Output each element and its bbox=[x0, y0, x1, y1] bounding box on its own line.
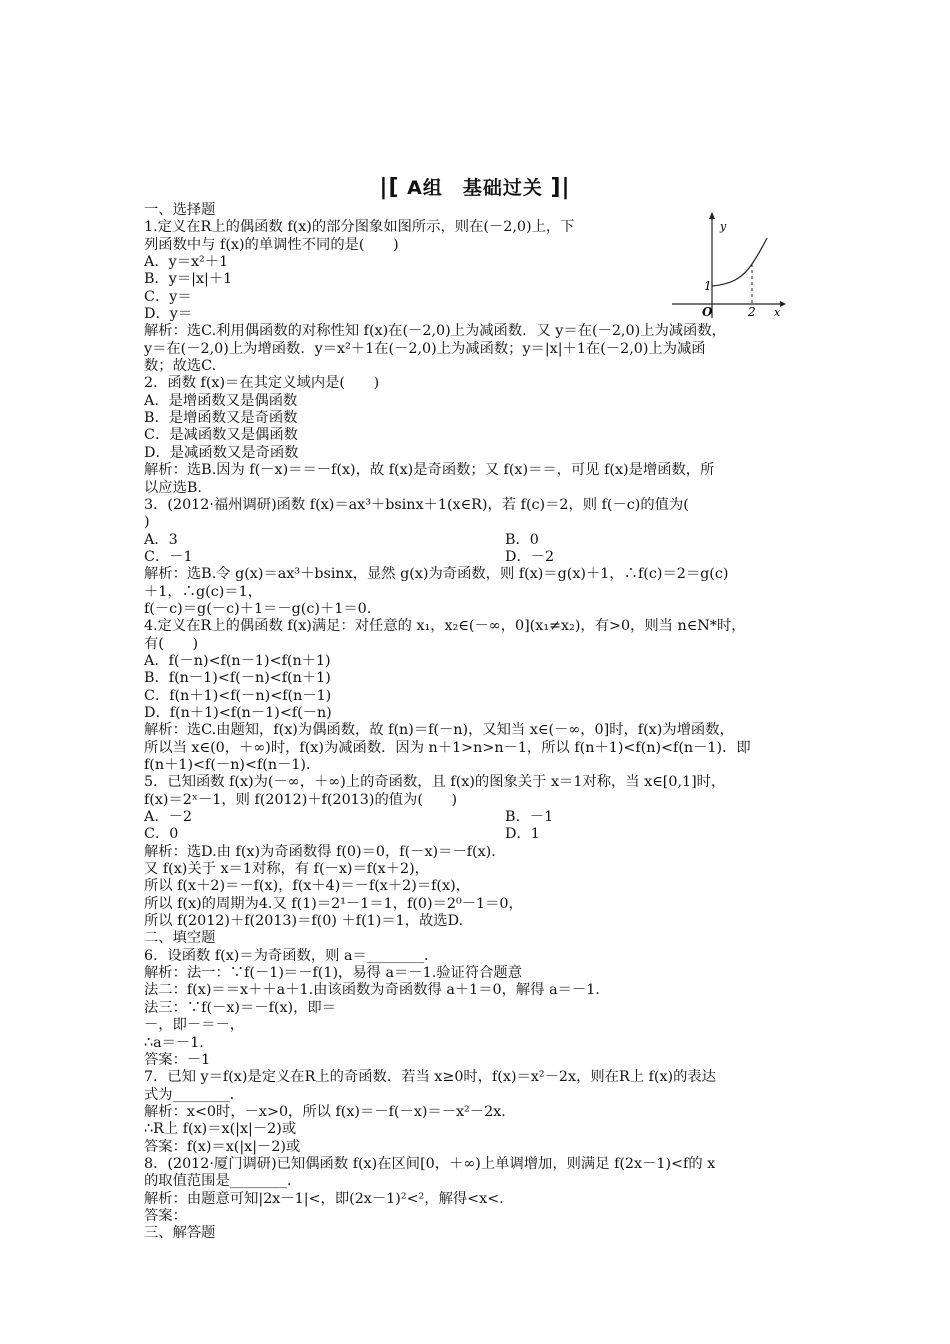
origin-label: O bbox=[702, 305, 713, 319]
text-line: 4.定义在R上的偶函数 f(x)满足：对任意的 x₁，x₂∈(－∞，0](x₁≠x₂)，有>0，则当 n∈N*时， bbox=[144, 618, 746, 635]
text-line: 解析：选B.令 g(x)＝ax³＋bsinx，显然 g(x)为奇函数，则 f(x)＝g(x)＋1，∴f(c)＝2＝g(c) bbox=[144, 566, 729, 583]
text-line: C．f(n＋1)<f(－n)<f(n－1) bbox=[144, 687, 332, 704]
text-line: ∴R上 f(x)＝x(|x|－2)或 bbox=[144, 1121, 297, 1138]
text-line: －，即－＝－， bbox=[144, 1017, 245, 1034]
text-line: 所以 f(x＋2)＝－f(x)，f(x＋4)＝－f(x＋2)＝f(x)， bbox=[144, 878, 470, 895]
text-line: 式为________． bbox=[144, 1086, 245, 1103]
text-line: 所以 f(2012)＋f(2013)＝f(0) ＋f(1)＝1，故选D. bbox=[144, 913, 464, 930]
text-line: 答案： bbox=[144, 1207, 187, 1224]
text-line: 一、选择题 bbox=[144, 202, 216, 218]
text-line: f(x)＝2ˣ－1，则 f(2012)＋f(2013)的值为( ) bbox=[144, 791, 458, 808]
option-row bbox=[144, 809, 814, 826]
text-line: D．是减函数又是奇函数 bbox=[144, 444, 299, 461]
text-line: ＋1，∴g(c)＝1， bbox=[144, 583, 262, 600]
text-line: 的取值范围是________． bbox=[144, 1173, 302, 1190]
y-tick-label: 1 bbox=[704, 279, 712, 293]
text-line: y＝在(－2,0)上为增函数．y＝x²＋1在(－2,0)上为减函数；y＝|x|＋1在(－2,0)上为减函 bbox=[144, 340, 706, 357]
text-line: 有( ) bbox=[144, 635, 199, 652]
text-line: 解析：由题意可知|2x－1|<，即(2x－1)²<²，解得<x<. bbox=[144, 1190, 504, 1207]
option-text: A．－2 bbox=[144, 809, 193, 826]
text-line: 解析：选C.由题知，f(x)为偶函数，故 f(n)＝f(－n)，又知当 x∈(－∞，0]时，f(x)为增函数， bbox=[144, 722, 734, 739]
option-text: D．1 bbox=[505, 826, 540, 843]
text-line: 又 f(x)关于 x＝1对称，有 f(－x)＝f(x＋2)， bbox=[144, 861, 429, 878]
title-right-bracket: ]| bbox=[550, 175, 571, 200]
text-line: f(－c)＝g(－c)＋1＝－g(c)＋1＝0. bbox=[144, 600, 372, 617]
text-line: 所以 f(x)的周期为4.又 f(1)＝2¹－1＝1，f(0)＝2⁰－1＝0， bbox=[144, 895, 523, 912]
option-row bbox=[144, 532, 814, 549]
text-line: B．y＝|x|＋1 bbox=[144, 271, 233, 288]
text-line: A．f(－n)<f(n－1)<f(n＋1) bbox=[144, 652, 331, 669]
text-line: 6．设函数 f(x)＝为奇函数，则 a＝________． bbox=[144, 947, 439, 964]
text-line: B．是增函数又是奇函数 bbox=[144, 410, 298, 427]
text-line: 列函数中与 f(x)的单调性不同的是( ) bbox=[144, 236, 399, 253]
option-text: C．0 bbox=[144, 826, 179, 843]
text-line: 解析：选D.由 f(x)为奇函数得 f(0)＝0，f(－x)＝－f(x)． bbox=[144, 843, 506, 860]
title-left-bracket: |[ bbox=[379, 175, 400, 200]
text-line: 解析：选C.利用偶函数的对称性知 f(x)在(－2,0)上为减函数．又 y＝在(－2,0)上为减函数， bbox=[144, 323, 726, 340]
text-line: C．是减函数又是偶函数 bbox=[144, 427, 298, 444]
option-text: D．－2 bbox=[505, 548, 555, 565]
text-line: 解析：选B.因为 f(－x)＝＝－f(x)，故 f(x)是奇函数；又 f(x)＝＝，可见 f(x)是增函数，所 bbox=[144, 462, 715, 479]
option-text: B．0 bbox=[505, 531, 539, 548]
text-line: A．是增函数又是偶函数 bbox=[144, 392, 298, 409]
text-line: A．y＝x²＋1 bbox=[144, 254, 229, 271]
text-line: B．f(n－1)<f(－n)<f(n＋1) bbox=[144, 670, 331, 687]
text-line: 以应选B. bbox=[144, 479, 202, 496]
text-line: 数；故选C. bbox=[144, 358, 217, 375]
y-axis-label: y bbox=[720, 220, 727, 233]
text-line: 解析：法一：∵f(－1)＝－f(1)，易得 a＝－1.验证符合题意 bbox=[144, 965, 523, 982]
text-line: 所以当 x∈(0，＋∞)时，f(x)为减函数．因为 n＋1>n>n－1，所以 f(n＋1)<f(n)<f(n－1)．即 bbox=[144, 739, 751, 756]
text-line: C．y＝ bbox=[144, 288, 192, 305]
x-tick-label: 2 bbox=[748, 305, 756, 319]
text-line: 2．函数 f(x)＝在其定义域内是( ) bbox=[144, 375, 380, 392]
text-line: 1.定义在R上的偶函数 f(x)的部分图象如图所示，则在(－2,0)上，下 bbox=[144, 219, 575, 236]
text-line: 法三：∵f(－x)＝－f(x)，即＝ bbox=[144, 999, 336, 1016]
option-text: B．－1 bbox=[505, 809, 554, 826]
text-line: 二、填空题 bbox=[144, 930, 216, 947]
text-line: D．y＝ bbox=[144, 306, 193, 323]
option-row bbox=[144, 826, 814, 843]
text-line: 法二：f(x)＝＝x＋＋a＋1.由该函数为奇函数得 a＋1＝0，解得 a＝－1. bbox=[144, 982, 600, 999]
text-line: 三、解答题 bbox=[144, 1225, 216, 1242]
option-text: C．－1 bbox=[144, 548, 193, 565]
text-line: 8．(2012·厦门调研)已知偶函数 f(x)在区间[0，＋∞)上单调增加，则满足 f(2x－1)<f的 x bbox=[144, 1155, 716, 1172]
text-line: 3．(2012·福州调研)函数 f(x)＝ax³＋bsinx＋1(x∈R)，若 f(c)＝2，则 f(－c)的值为( bbox=[144, 496, 689, 513]
section-title bbox=[0, 173, 950, 200]
text-line: ∴a＝－1. bbox=[144, 1034, 204, 1051]
option-text: A．3 bbox=[144, 531, 178, 548]
text-line: 7．已知 y＝f(x)是定义在R上的奇函数．若当 x≥0时，f(x)＝x²－2x，则在R上 f(x)的表达 bbox=[144, 1069, 716, 1086]
text-line: D．f(n＋1)<f(n－1)<f(－n) bbox=[144, 704, 332, 721]
text-line: 5．已知函数 f(x)为(－∞，＋∞)上的奇函数，且 f(x)的图象关于 x＝1对称，当 x∈[0,1]时， bbox=[144, 774, 726, 791]
text-line: ) bbox=[144, 514, 150, 531]
text-line: 答案：f(x)＝x(|x|－2)或 bbox=[144, 1138, 301, 1155]
option-row bbox=[144, 549, 814, 566]
x-axis-label: x bbox=[774, 306, 781, 319]
document-body bbox=[144, 202, 814, 1243]
text-line: 解析：x<0时，－x>0，所以 f(x)＝－f(－x)＝－x²－2x. bbox=[144, 1103, 506, 1120]
title-text: A组 基础过关 bbox=[407, 177, 543, 199]
text-line: 答案：－1 bbox=[144, 1051, 211, 1068]
text-line: f(n＋1)<f(－n)<f(n－1)． bbox=[144, 757, 321, 773]
